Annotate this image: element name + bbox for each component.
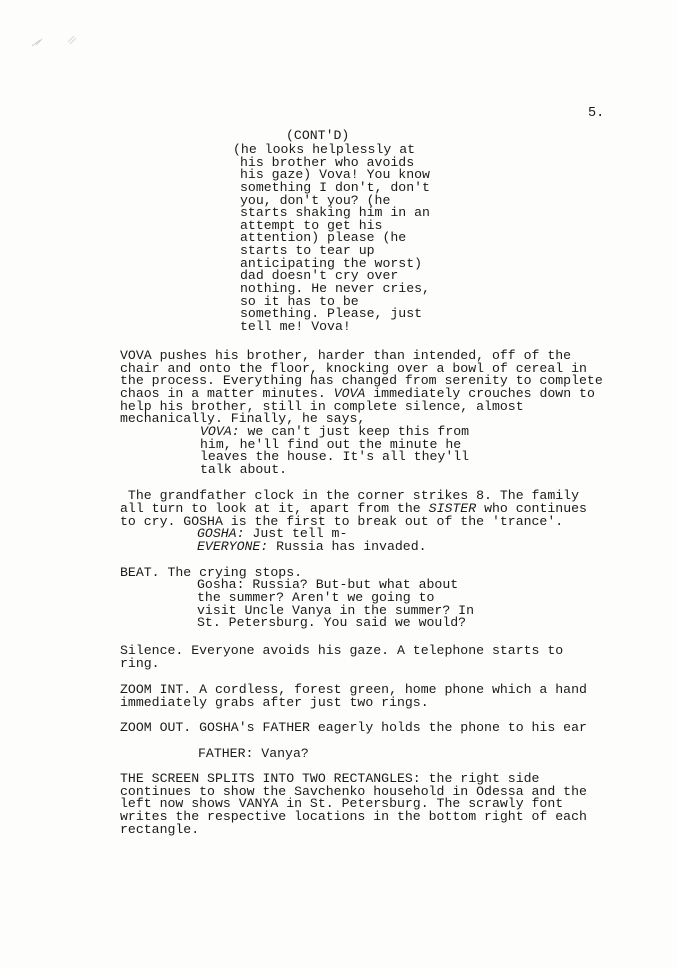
- dialogue-line: so it has to be: [240, 294, 359, 309]
- action-line: immediately grabs after just two rings.: [120, 695, 429, 710]
- action-line: to cry. GOSHA is the first to break out of the 'trance'.: [120, 514, 564, 529]
- dialogue-line: him, he'll find out the minute he: [200, 437, 462, 452]
- dialogue-line: the summer? Aren't we going to: [197, 590, 435, 605]
- action-line: Silence. Everyone avoids his gaze. A telephone starts to: [120, 643, 564, 658]
- dialogue-line: tell me! Vova!: [240, 319, 351, 334]
- action-line: ring.: [120, 656, 160, 671]
- dialogue-line: attempt to get his: [240, 218, 383, 233]
- action-line: the process. Everything has changed from serenity to complete: [120, 373, 603, 388]
- dialogue-line: starts shaking him in an: [240, 205, 430, 220]
- scan-mark: [30, 28, 80, 52]
- dialogue-line: dad doesn't cry over: [240, 268, 399, 283]
- dialogue-line: VOVA: we can't just keep this from: [200, 424, 470, 439]
- dialogue-line: FATHER: Vanya?: [198, 746, 309, 761]
- action-line: mechanically. Finally, he says,: [120, 411, 366, 426]
- dialogue-line: St. Petersburg. You said we would?: [197, 615, 467, 630]
- speaker-name: EVERYONE:: [197, 539, 269, 554]
- dialogue-line: visit Uncle Vanya in the summer? In: [197, 603, 474, 618]
- dialogue-line: talk about.: [200, 462, 288, 477]
- action-line: left now shows VANYA in St. Petersburg. The scrawly font: [120, 796, 564, 811]
- action-line: chaos in a matter minutes. VOVA immediately crouches down to: [120, 386, 595, 401]
- character-name: SISTER: [428, 501, 477, 516]
- dialogue-line: leaves the house. It's all they'll: [200, 449, 470, 464]
- dialogue-line: his gaze) Vova! You know: [240, 167, 430, 182]
- page-number: 5.: [588, 106, 605, 121]
- action-line: The grandfather clock in the corner strikes 8. The family: [120, 488, 579, 503]
- dialogue-line: something. Please, just: [240, 306, 423, 321]
- dialogue-line: anticipating the worst): [240, 256, 423, 271]
- dialogue-line: you, don't you? (he: [240, 193, 391, 208]
- dialogue-line: Gosha: Russia? But-but what about: [197, 577, 459, 592]
- action-line: VOVA pushes his brother, harder than intended, off of the: [120, 348, 572, 363]
- action-line: BEAT. The crying stops.: [120, 565, 303, 580]
- dialogue-line: (he looks helplessly at: [233, 142, 416, 157]
- action-line: ZOOM INT. A cordless, forest green, home phone which a hand: [120, 682, 587, 697]
- dialogue-line: something I don't, don't: [240, 180, 430, 195]
- cont-marker: (CONT'D): [286, 128, 350, 143]
- dialogue-line: starts to tear up: [240, 243, 375, 258]
- dialogue-line: EVERYONE: Russia has invaded.: [197, 539, 427, 554]
- dialogue-line: his brother who avoids: [240, 155, 415, 170]
- speaker-name: VOVA:: [200, 424, 240, 439]
- character-name: VOVA: [333, 386, 366, 401]
- action-line: THE SCREEN SPLITS INTO TWO RECTANGLES: the right side: [120, 771, 540, 786]
- speaker-name: GOSHA:: [197, 526, 245, 541]
- action-line: all turn to look at it, apart from the SISTER who continues: [120, 501, 587, 516]
- action-line: rectangle.: [120, 822, 200, 837]
- dialogue-line: GOSHA: Just tell m-: [197, 526, 348, 541]
- action-line: writes the respective locations in the bottom right of each: [120, 809, 587, 824]
- action-line: chair and onto the floor, knocking over a bowl of cereal in: [120, 361, 587, 376]
- action-line: help his brother, still in complete silence, almost: [120, 399, 524, 414]
- dialogue-line: nothing. He never cries,: [240, 281, 430, 296]
- dialogue-line: attention) please (he: [240, 230, 407, 245]
- action-line: continues to show the Savchenko household in Odessa and the: [120, 784, 587, 799]
- action-line: ZOOM OUT. GOSHA's FATHER eagerly holds the phone to his ear: [120, 720, 587, 735]
